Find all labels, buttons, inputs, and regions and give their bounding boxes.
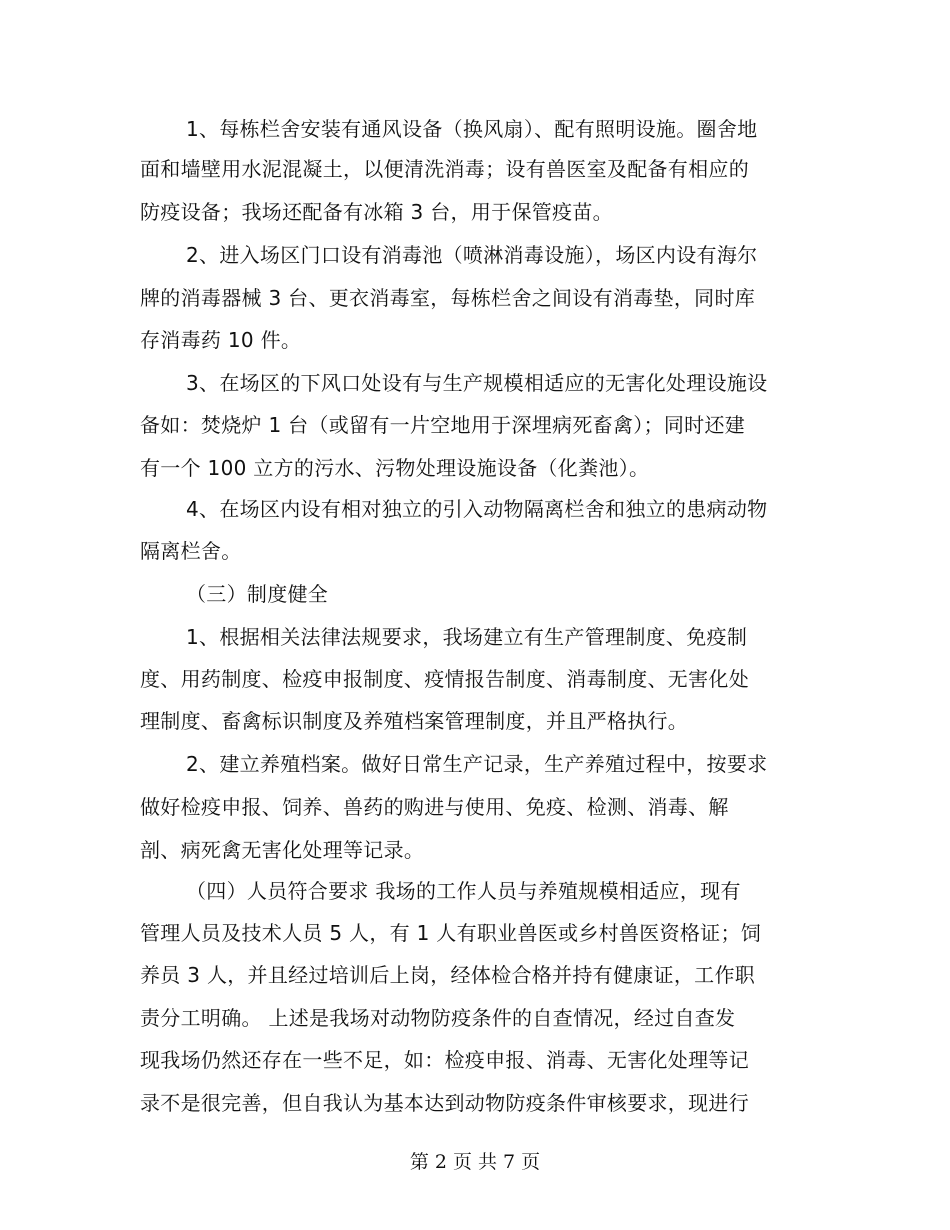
text-line: 度、用药制度、检疫申报制度、疫情报告制度、消毒制度、无害化处 (140, 667, 749, 691)
text-line: 理制度、畜禽标识制度及养殖档案管理制度，并且严格执行。 (140, 709, 689, 733)
text-line: 养员 3 人，并且经过培训后上岗，经体检合格并持有健康证，工作职 (140, 963, 756, 987)
text-line: 有一个 100 立方的污水、污物处理设施设备（化粪池）。 (140, 456, 650, 480)
text-line: 防疫设备；我场还配备有冰箱 3 台，用于保管疫苗。 (140, 200, 613, 224)
text-line: 3、在场区的下风口处设有与生产规模相适应的无害化处理设施设 (186, 371, 768, 395)
text-line: 2、建立养殖档案。做好日常生产记录，生产养殖过程中，按要求 (186, 752, 768, 776)
text-line: 剖、病死禽无害化处理等记录。 (140, 838, 425, 862)
text-line: 1、根据相关法律法规要求，我场建立有生产管理制度、免疫制 (186, 625, 748, 649)
text-line: 责分工明确。 上述是我场对动物防疫条件的自查情况，经过自查发 (140, 1006, 736, 1030)
text-line: 牌的消毒器械 3 台、更衣消毒室，每栋栏舍之间设有消毒垫，同时库 (140, 286, 756, 310)
text-line: 现我场仍然还存在一些不足，如：检疫申报、消毒、无害化处理等记 (140, 1048, 749, 1072)
page-number-footer: 第 2 页 共 7 页 (409, 1151, 541, 1173)
text-line: 面和墙壁用水泥混凝土，以便清洗消毒；设有兽医室及配备有相应的 (140, 157, 749, 181)
text-line: 管理人员及技术人员 5 人，有 1 人有职业兽医或乡村兽医资格证；饲 (140, 921, 762, 945)
text-line: 隔离栏舍。 (140, 539, 242, 563)
text-line: 做好检疫申报、饲养、兽药的购进与使用、免疫、检测、消毒、解 (140, 795, 729, 819)
text-line: 1、每栋栏舍安装有通风设备（换风扇）、配有照明设施。圈舍地 (186, 117, 758, 141)
section-heading: （三）制度健全 (186, 582, 329, 606)
text-line: 4、在场区内设有相对独立的引入动物隔离栏舍和独立的患病动物 (186, 497, 768, 521)
text-line: 备如：焚烧炉 1 台（或留有一片空地用于深埋病死畜禽）；同时还建 (140, 413, 746, 437)
text-line: 存消毒药 10 件。 (140, 328, 302, 352)
text-line: （四）人员符合要求 我场的工作人员与养殖规模相适应，现有 (186, 879, 741, 903)
text-line: 录不是很完善，但自我认为基本达到动物防疫条件审核要求，现进行 (140, 1091, 749, 1115)
text-line: 2、进入场区门口设有消毒池（喷淋消毒设施），场区内设有海尔 (186, 243, 758, 267)
